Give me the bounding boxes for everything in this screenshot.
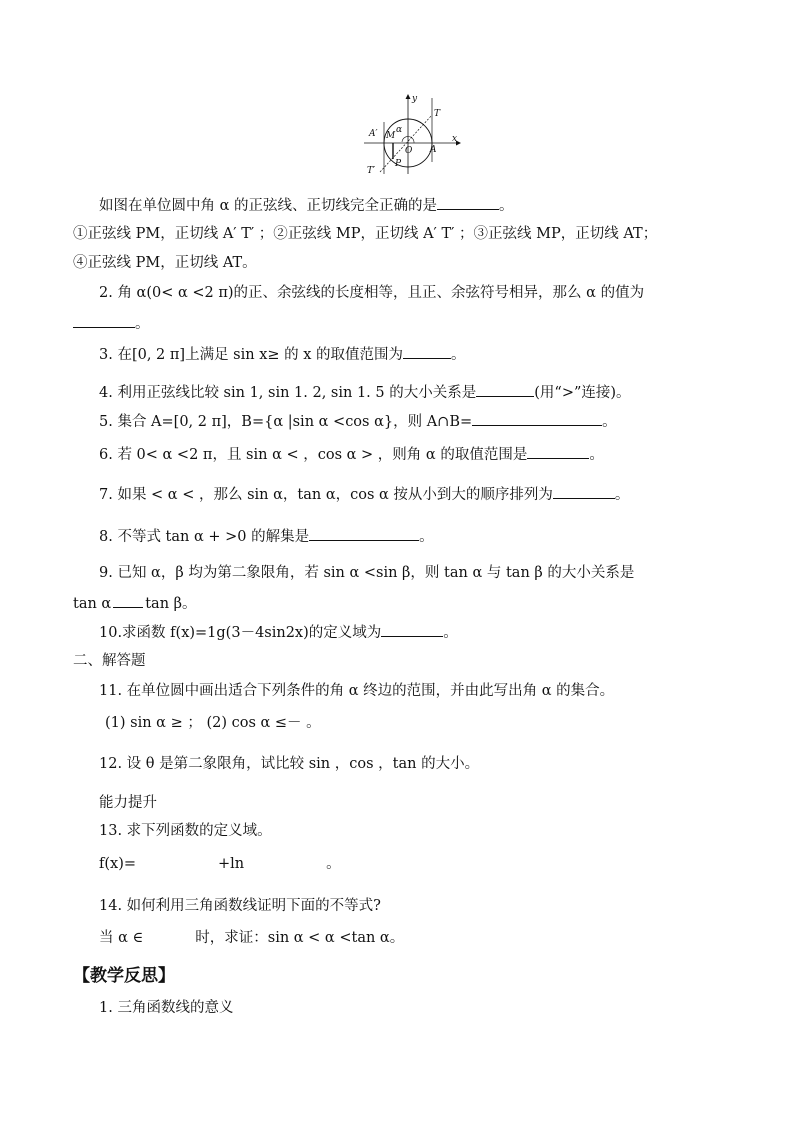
question-14: 14. 如何利用三角函数线证明下面的不等式? xyxy=(99,898,381,914)
label-x: x xyxy=(452,134,458,144)
question-intro-stem: 如图在单位圆中角 α 的正弦线、正切线完全正确的是 xyxy=(99,198,438,214)
answer-blank xyxy=(553,484,615,499)
question-8: 8. 不等式 tan α + >0 的解集是 。 xyxy=(99,526,434,547)
question-intro-options-2: ④正弦线 PM，正切线 AT。 xyxy=(73,255,257,271)
ability-title: 能力提升 xyxy=(99,795,157,811)
question-intro-options-1: ①正弦线 PM，正切线 A′ T′ ；②正弦线 MP，正切线 A′ T′ ；③正弦线 MP，正切线 AT； xyxy=(73,226,658,242)
question-11-sub: (1) sin α ≥ ； (2) cos α ≤－ 。 xyxy=(105,715,321,731)
answer-blank xyxy=(472,411,602,426)
section-title-answer-questions: 二、解答题 xyxy=(73,653,146,669)
answer-blank xyxy=(73,313,135,328)
question-2-answer: 。 xyxy=(73,313,150,334)
answer-blank xyxy=(476,382,534,397)
answer-blank xyxy=(527,444,589,459)
answer-blank xyxy=(437,195,499,210)
reflection-item-1: 1. 三角函数线的意义 xyxy=(99,1000,234,1016)
label-M: M xyxy=(386,131,396,141)
answer-blank xyxy=(309,526,419,541)
terminal-side xyxy=(380,115,432,172)
question-13-formula: f(x)= +ln 。 xyxy=(99,856,341,872)
label-T-prime: T′ xyxy=(367,166,376,176)
question-3: 3. 在[0, 2 π]上满足 sin x≥ 的 x 的取值范围为 。 xyxy=(99,344,466,365)
question-13: 13. 求下列函数的定义域。 xyxy=(99,823,272,839)
label-A: A xyxy=(430,145,437,155)
label-alpha: α xyxy=(396,125,403,135)
question-10: 10.求函数 f(x)=1g(3－4sin2x)的定义域为 。 xyxy=(99,622,458,643)
answer-blank xyxy=(403,344,451,359)
question-9-line-2: tan α tan β。 xyxy=(73,593,197,614)
question-11: 11. 在单位圆中画出适合下列条件的角 α 终边的范围，并由此写出角 α 的集合。 xyxy=(99,683,615,699)
question-4: 4. 利用正弦线比较 sin 1, sin 1. 2, sin 1. 5 的大小关系是 (用“>”连接)。 xyxy=(99,382,631,403)
question-14-condition: 当 α ∈ 时，求证：sin α < α <tan α。 xyxy=(99,930,405,946)
unit-circle-figure xyxy=(360,92,465,177)
answer-blank xyxy=(113,593,143,608)
question-5: 5. 集合 A=[0, 2 π]，B={α |sin α <cos α}，则 A∩B= 。 xyxy=(99,411,617,432)
y-axis-arrow xyxy=(406,94,411,99)
label-O: O xyxy=(405,146,413,156)
question-7: 7. 如果 < α < ，那么 sin α，tan α，cos α 按从小到大的顺序排列为 。 xyxy=(99,484,629,505)
label-T: T xyxy=(434,109,441,119)
question-6: 6. 若 0< α <2 π，且 sin α < ，cos α > ，则角 α 的取值范围是 。 xyxy=(99,444,604,465)
question-intro: 如图在单位圆中角 α 的正弦线、正切线完全正确的是 。 xyxy=(99,195,514,216)
question-9-line-1: 9. 已知 α，β 均为第二象限角，若 sin α <sin β，则 tan α 与 tan β 的大小关系是 xyxy=(99,565,635,581)
reflection-title: 【教学反思】 xyxy=(73,966,175,986)
answer-blank xyxy=(381,622,443,637)
label-P: P xyxy=(395,159,402,169)
question-12: 12. 设 θ 是第二象限角，试比较 sin ，cos ，tan 的大小。 xyxy=(99,756,480,772)
label-A-prime: A′ xyxy=(369,129,378,139)
label-y: y xyxy=(412,94,418,104)
question-2: 2. 角 α(0< α <2 π)的正、余弦线的长度相等，且正、余弦符号相异，那么 α 的值为 xyxy=(99,285,645,301)
